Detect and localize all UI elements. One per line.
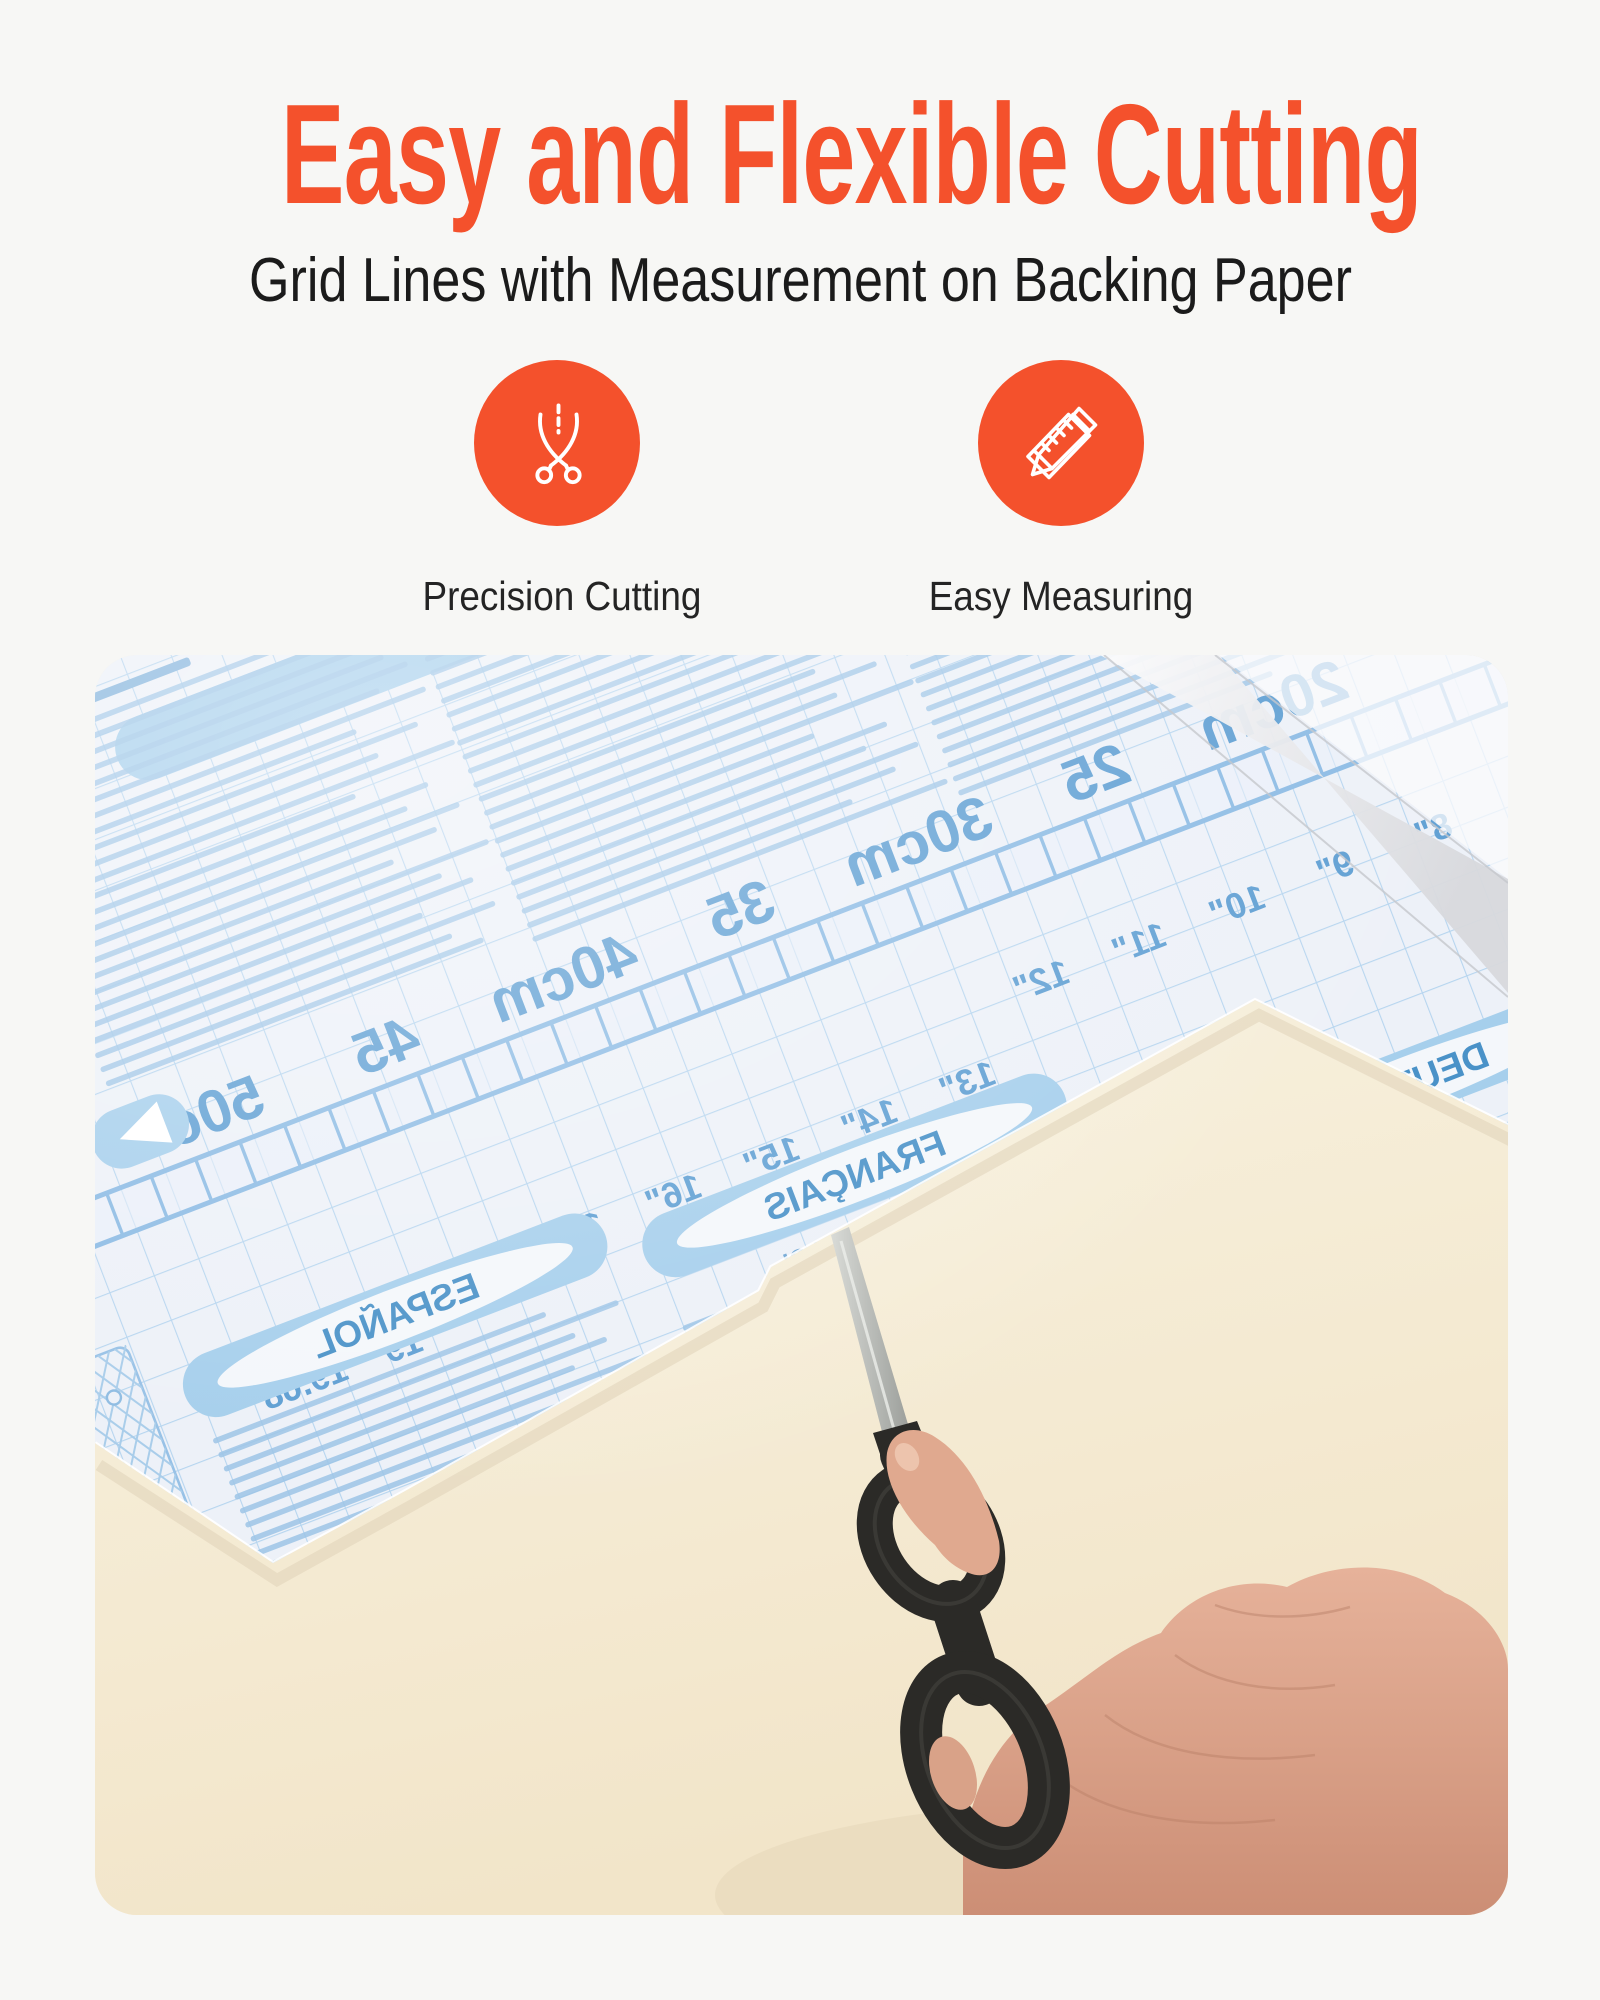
feature-easy-measuring [911, 360, 1211, 617]
scissors-cut-icon [509, 395, 605, 491]
page-title [0, 75, 1600, 234]
feature-label: Precision Cutting [422, 573, 702, 619]
feature-label: Easy Measuring [928, 573, 1194, 619]
product-photo [95, 655, 1508, 1915]
ruler-pencil-icon [1013, 395, 1109, 491]
cutting-scene [95, 655, 1508, 1915]
page-subtitle-text: Grid Lines with Measurement on Backing Paper [248, 246, 1352, 315]
page-subtitle [0, 246, 1600, 315]
feature-precision-cutting [407, 360, 707, 617]
feature-icon-circle [474, 360, 640, 526]
feature-icon-circle [978, 360, 1144, 526]
page-title-text: Easy and Flexible Cutting [280, 75, 1423, 234]
